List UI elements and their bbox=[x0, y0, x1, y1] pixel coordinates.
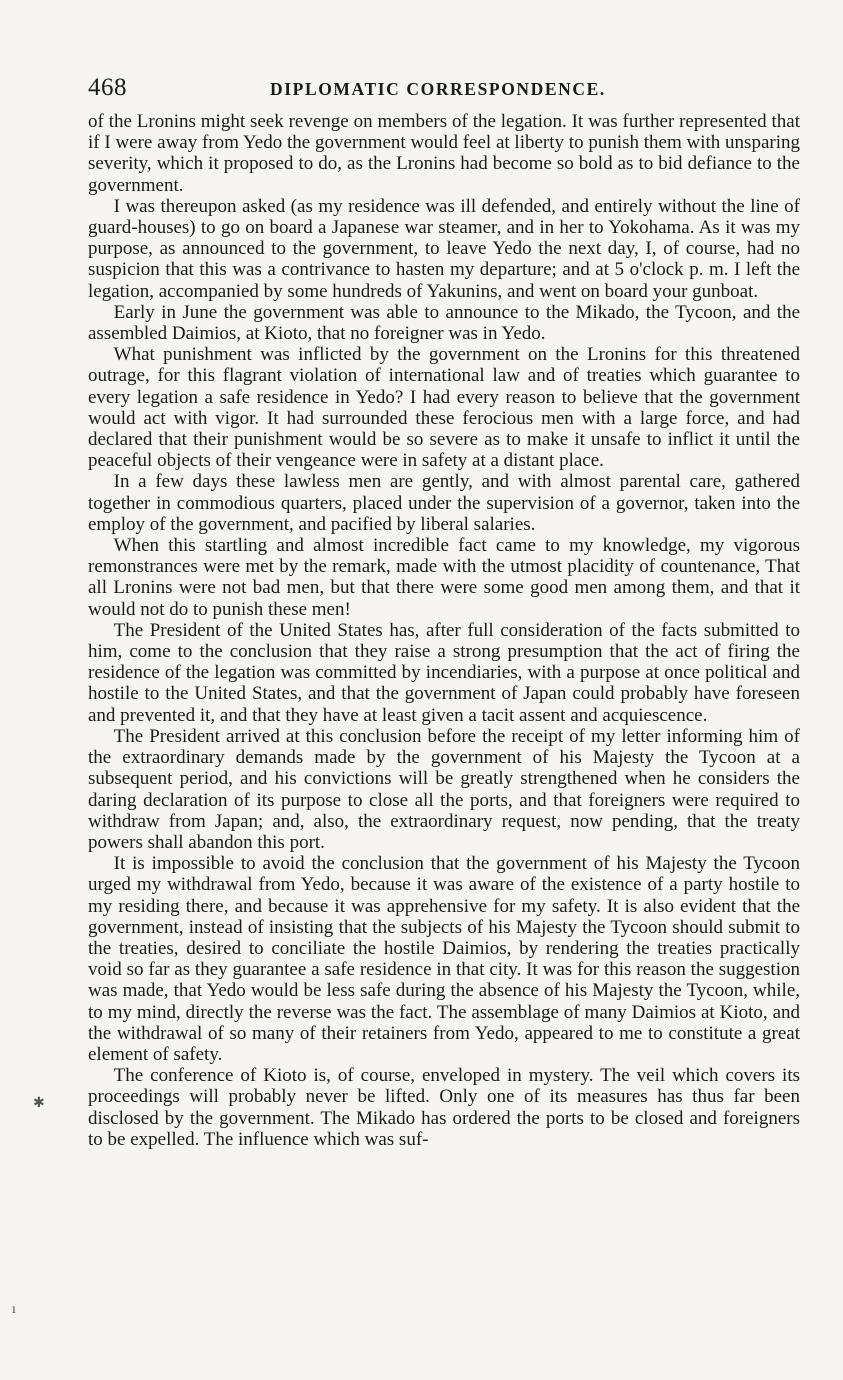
paragraph-10: The conference of Kioto is, of course, enveloped in mystery. The veil which covers its proceedings will probably never be lifted. Only one of its measures has thus far been disclosed by the government. The Mikado has ordered the ports to be closed and foreigners to be expelled. The influence which was suf- bbox=[88, 1065, 800, 1150]
paragraph-5: In a few days these lawless men are gently, and with almost parental care, gathered together in commodious quarters, placed under the supervision of a governor, taken into the employ of the government, and pacified by liberal salaries. bbox=[88, 471, 800, 535]
paragraph-4: What punishment was inflicted by the government on the Lronins for this threatened outrage, for this flagrant violation of international law and of treaties which guarantee to every legation a safe residence in Yedo? I had every reason to believe that the government would act with vigor. It had surrounded these ferocious men with a large force, and had declared that their punishment would be so severe as to make it unsafe to inflict it until the peaceful objects of their vengeance were in safety at a distant place. bbox=[88, 344, 800, 472]
paragraph-9: It is impossible to avoid the conclusion that the government of his Majesty the Tycoon urged my withdrawal from Yedo, because it was aware of the existence of a party hostile to my residing there, and because it was apprehensive for my safety. It is also evident that the government, instead of insisting that the subjects of his Majesty the Tycoon should submit to the treaties, desired to conciliate the hostile Daimios, by rendering the treaties practically void so far as they guarantee a safe residence in that city. It was for this reason the suggestion was made, that Yedo would be less safe during the absence of his Majesty the Tycoon, while, to my mind, directly the reverse was the fact. The assemblage of many Daimios at Kioto, and the withdrawal of so many of their retainers from Yedo, appeared to me to constitute a great element of safety. bbox=[88, 853, 800, 1065]
paragraph-2: I was thereupon asked (as my residence was ill defended, and entirely without the line of guard-houses) to go on board a Japanese war steamer, and in her to Yokohama. As it was my purpose, as announced to the government, to leave Yedo the next day, I, of course, had no suspicion that this was a contrivance to hasten my departure; and at 5 o'clock p. m. I left the legation, accompanied by some hundreds of Yakunins, and went on board your gunboat. bbox=[88, 195, 800, 302]
running-title: DIPLOMATIC CORRESPONDENCE. bbox=[270, 79, 606, 99]
margin-speck-mark: ✱ bbox=[33, 1096, 45, 1111]
body-text bbox=[88, 111, 800, 1150]
paragraph-7: The President of the United States has, after full consideration of the facts submitted to him, come to the conclusion that they raise a strong presumption that the act of firing the residence of the legation was committed by incendiaries, with a purpose at once political and hostile to the United States, and that the government of Japan could probably have foreseen and prevented it, and that they have at least given a tacit assent and acquiescence. bbox=[88, 619, 800, 726]
paragraph-6: When this startling and almost incredible fact came to my knowledge, my vigorous remonstrances were met by the remark, made with the utmost placidity of countenance, That all Lronins were not bad men, but that there were some good men among them, and that it would not do to punish these men! bbox=[88, 535, 800, 620]
paragraph-8: The President arrived at this conclusion before the receipt of my letter informing him of the extraordinary demands made by the government of his Majesty the Tycoon at a subsequent period, and his convictions will be greatly strengthened when he considers the daring declaration of its purpose to close all the ports, and that foreigners were required to withdraw from Japan; and, also, the extraordinary request, now pending, that the treaty powers shall abandon this port. bbox=[88, 725, 800, 853]
paragraph-1: of the Lronins might seek revenge on members of the legation. It was further represented that if I were away from Yedo the government would feel at liberty to punish them with unsparing severity, which it proposed to do, as the Lronins had become so bold as to bid defiance to the government. bbox=[88, 111, 800, 196]
margin-tick-mark: ı bbox=[12, 1302, 16, 1317]
paragraph-3: Early in June the government was able to announce to the Mikado, the Tycoon, and the assembled Daimios, at Kioto, that no foreigner was in Yedo. bbox=[88, 301, 800, 345]
page-header bbox=[88, 74, 800, 106]
page-number: 468 bbox=[88, 74, 127, 101]
